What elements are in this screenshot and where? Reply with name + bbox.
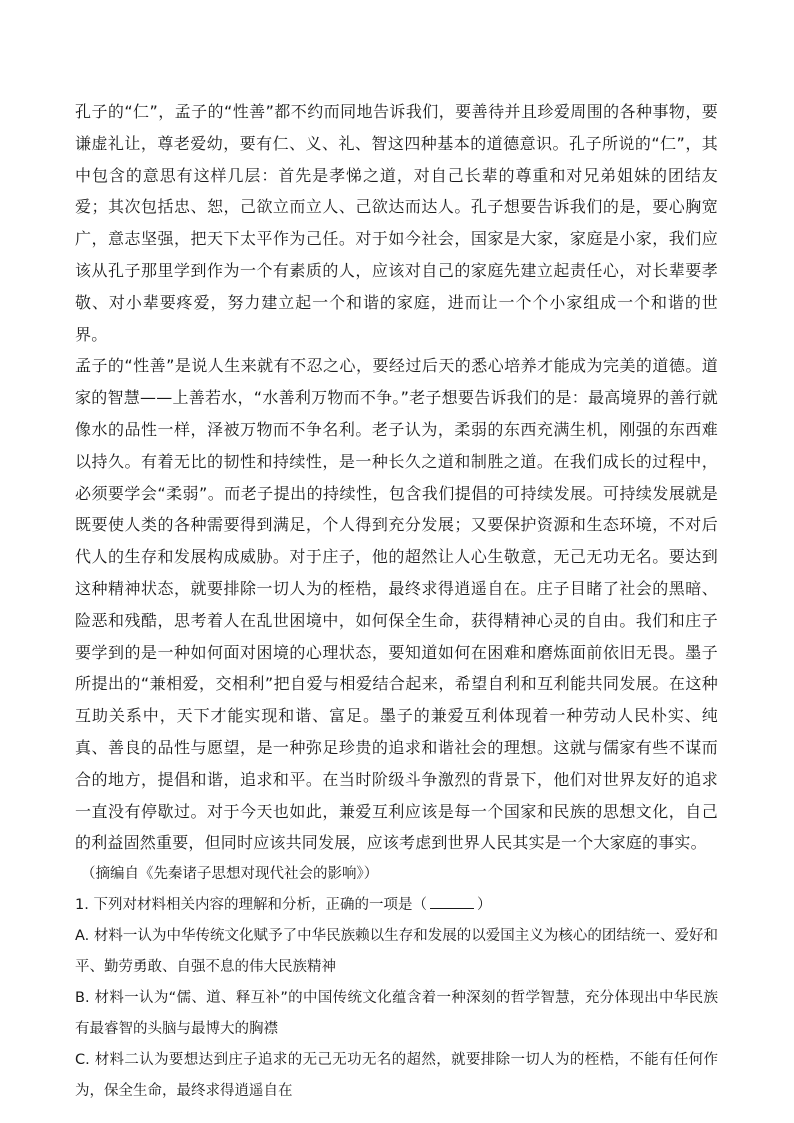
option-c: C. 材料二认为要想达到庄子追求的无己无功无名的超然，就要排除一切人为的桎梏，不能有任何作为，保全生命，最终求得逍遥自在: [75, 1052, 718, 1100]
paragraph-confucius: 孔子的“仁”，孟子的“性善”都不约而同地告诉我们，要善待并且珍爱周围的各种事物，要谦虚礼让，尊老爱幼，要有仁、义、礼、智这四种基本的道德意识。孔子所说的“仁”，其中包含的意思有这样几层：首先是孝悌之道，对自己长辈的尊重和对兄弟姐妹的团结友爱；其次包括忠、恕，己欲立而立人、己欲达而达人。孔子想要告诉我们的是，要心胸宽广，意志坚强，把天下太平作为己任。对于如今社会，国家是大家，家庭是小家，我们应该从孔子那里学到作为一个有素质的人，应该对自己的家庭先建立起责任心，对长辈要孝敬、对小辈要疼爱，努力建立起一个和谐的家庭，进而让一个个小家组成一个和谐的世界。: [75, 102, 718, 344]
option-b: B. 材料一认为“儒、道、释互补”的中国传统文化蕴含着一种深刻的哲学智慧，充分体现出中华民族有最睿智的头脑与最博大的胸襟: [75, 990, 718, 1038]
document-page: [75, 96, 718, 1107]
paragraph-mencius-laozi-zhuangzi-mozi: 孟子的“性善”是说人生来就有不忍之心，要经过后天的悉心培养才能成为完美的道德。道家的智慧——上善若水，“水善利万物而不争。”老子想要告诉我们的是：最高境界的善行就像水的品性一样，泽被万物而不争名利。老子认为，柔弱的东西充满生机，刚强的东西难以持久。有着无比的韧性和持续性，是一种长久之道和制胜之道。在我们成长的过程中，必须要学会“柔弱”。而老子提出的持续性，包含我们提倡的可持续发展。可持续发展就是既要使人类的各种需要得到满足，个人得到充分发展；又要保护资源和生态环境，不对后代人的生存和发展构成威胁。对于庄子，他的超然让人心生敬意，无己无功无名。要达到这种精神状态，就要排除一切人为的桎梏，最终求得逍遥自在。庄子目睹了社会的黑暗、险恶和残酷，思考着人在乱世困境中，如何保全生命，获得精神心灵的自由。我们和庄子要学到的是一种如何面对困境的心理状态，要知道如何在困难和磨炼面前依旧无畏。墨子所提出的“兼相爱，交相利”把自爱与相爱结合起来，希望自利和互利能共同发展。在这种互助关系中，天下才能实现和谐、富足。墨子的兼爱互利体现着一种劳动人民朴实、纯真、善良的品性与愿望，是一种弥足珍贵的追求和谐社会的理想。这就与儒家有些不谋而合的地方，提倡和谐，追求和平。在当时阶级斗争激烈的背景下，他们对世界友好的追求一直没有停歇过。对于今天也如此，兼爱互利应该是每一个国家和民族的思想文化，自己的利益固然重要，但同时应该共同发展，应该考虑到世界人民其实是一个大家庭的事实。: [75, 356, 718, 853]
question-stem: [75, 890, 718, 921]
question-stem-text: 1. 下列对材料相关内容的理解和分析，正确的一项是（: [75, 897, 427, 914]
option-a: A. 材料一认为中华传统文化赋予了中华民族赖以生存和发展的以爱国主义为核心的团结统一、爱好和平、勤劳勇敢、自强不息的伟大民族精神: [75, 928, 718, 976]
question-stem-close: ）: [476, 897, 492, 914]
answer-blank: [430, 896, 474, 909]
source-citation: （摘编自《先秦诸子思想对现代社会的影响》）: [81, 866, 379, 883]
